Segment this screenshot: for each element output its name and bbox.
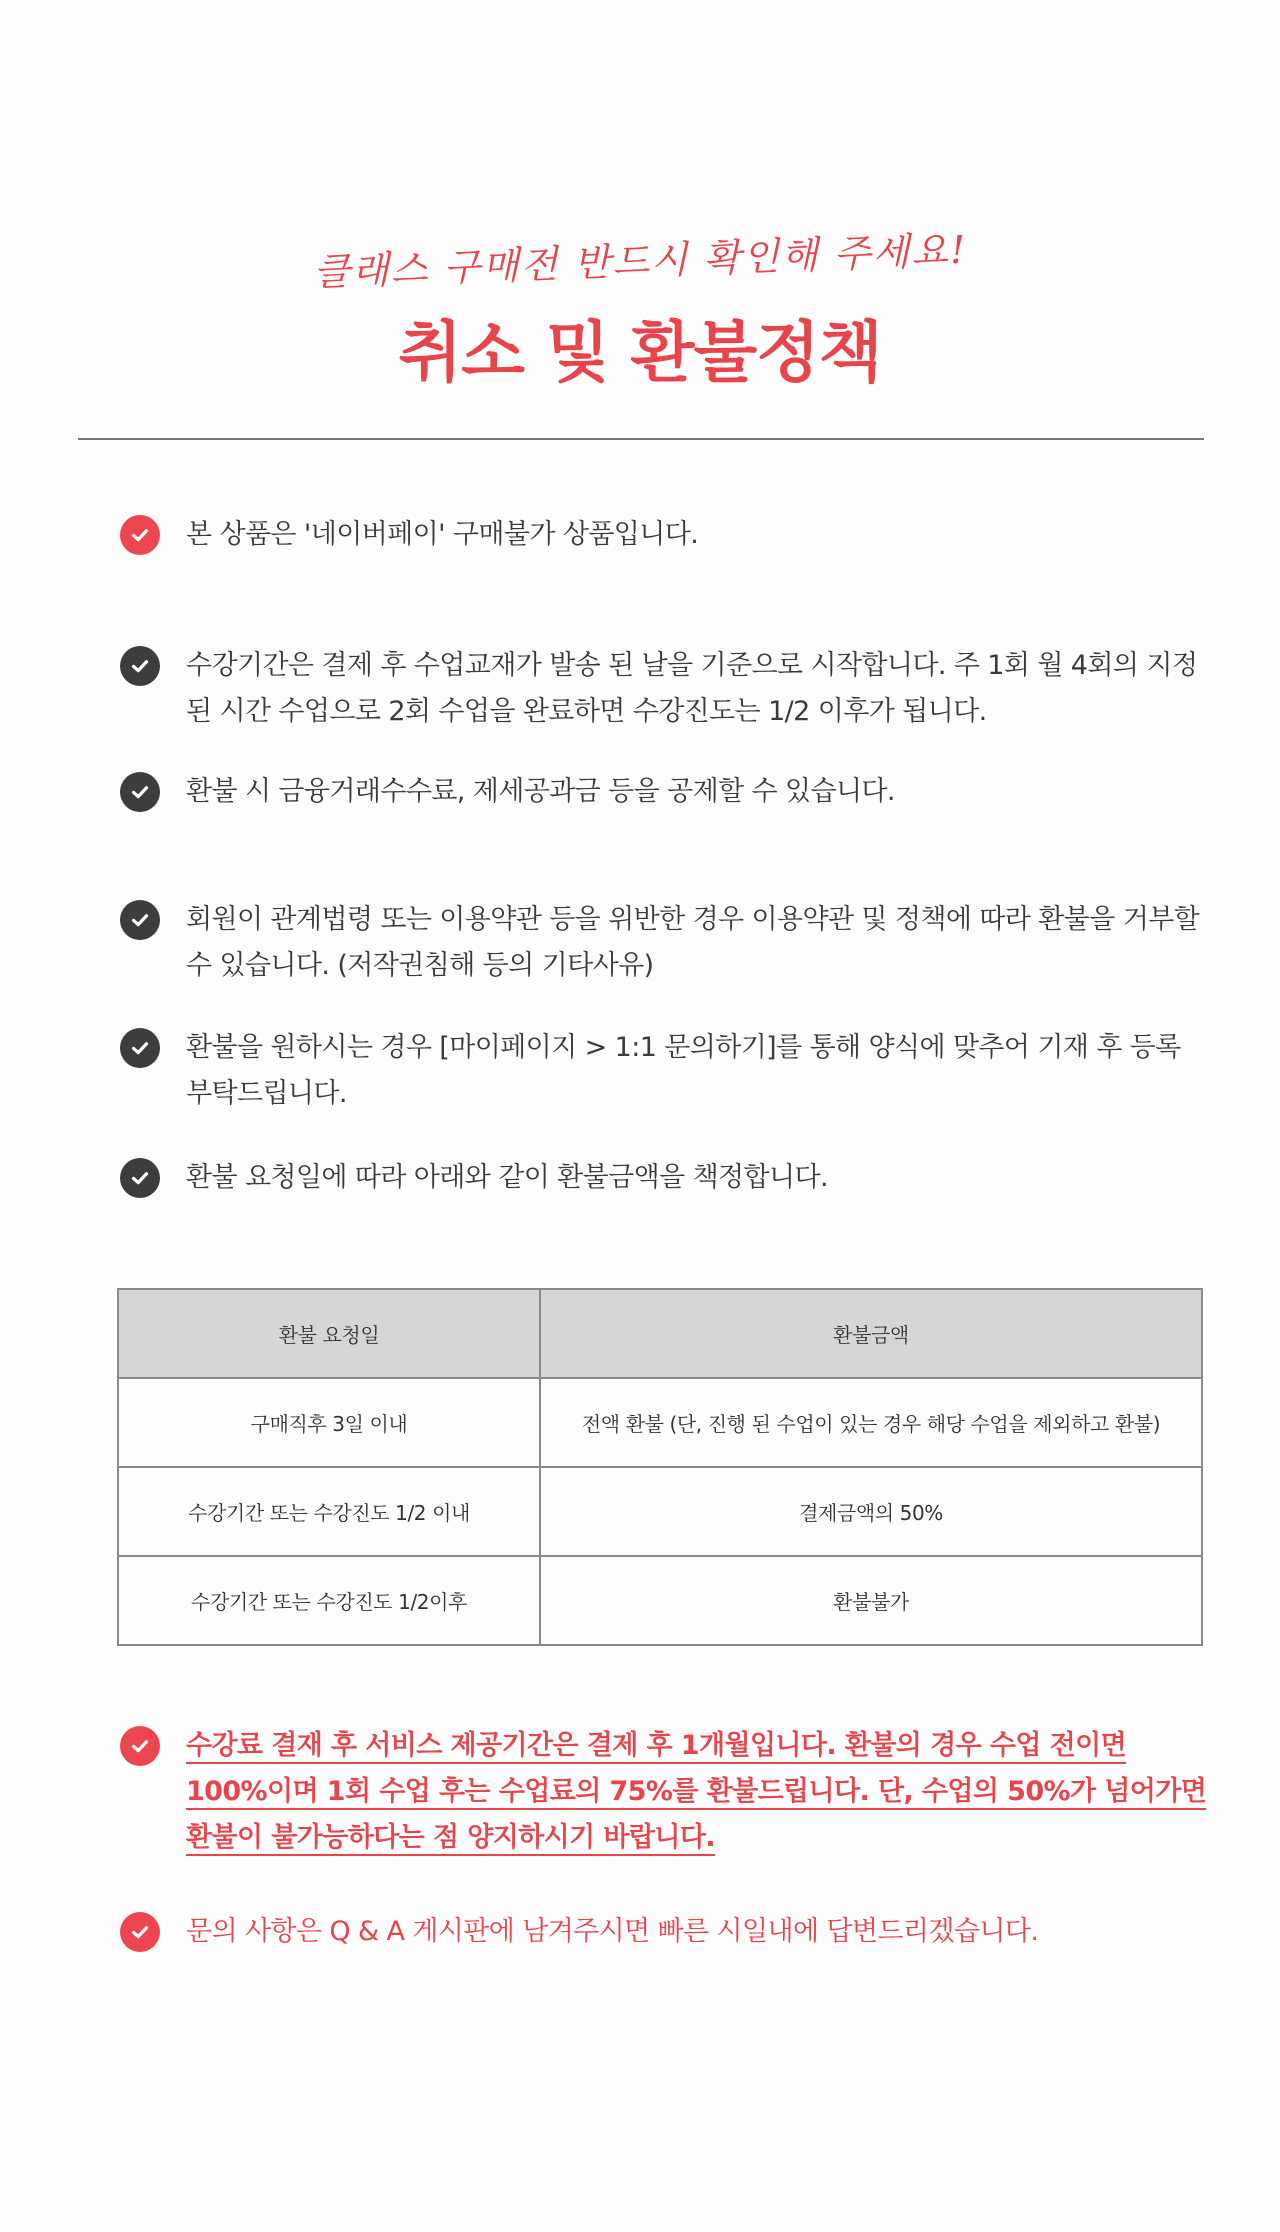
policy-item	[120, 772, 1210, 815]
table-header-cell: 환불금액	[540, 1289, 1202, 1378]
policy-item	[120, 1028, 1210, 1117]
dark-check-icon	[120, 646, 160, 686]
policy-item-text: 환불을 원하시는 경우 [마이페이지 > 1:1 문의하기]를 통해 양식에 맞추어 기재 후 등록 부탁드립니다.	[186, 1032, 1181, 1109]
table-row	[118, 1467, 1202, 1556]
table-cell: 전액 환불 (단, 진행 된 수업이 있는 경우 해당 수업을 제외하고 환불)	[540, 1378, 1202, 1467]
table-cell: 수강기간 또는 수강진도 1/2이후	[118, 1556, 540, 1645]
header	[0, 227, 1280, 394]
page-subtitle: 클래스 구매전 반드시 확인해 주세요!	[312, 227, 968, 295]
policy-item-text: 회원이 관계법령 또는 이용약관 등을 위반한 경우 이용약관 및 정책에 따라 환불을 거부할 수 있습니다. (저작권침해 등의 기타사유)	[186, 904, 1200, 981]
red-check-icon	[120, 1726, 160, 1766]
notice-item	[120, 1912, 1210, 1955]
dark-check-icon	[120, 1158, 160, 1198]
table-header-cell: 환불 요청일	[118, 1289, 540, 1378]
notice-text: 문의 사항은 Q & A 게시판에 남겨주시면 빠른 시일내에 답변드리겠습니다.	[186, 1916, 1039, 1947]
policy-item	[120, 900, 1210, 989]
page-title: 취소 및 환불정책	[398, 314, 882, 391]
dark-check-icon	[120, 772, 160, 812]
red-check-icon	[120, 1912, 160, 1952]
table-cell: 환불불가	[540, 1556, 1202, 1645]
policy-item-text: 환불 시 금융거래수수료, 제세공과금 등을 공제할 수 있습니다.	[186, 776, 895, 807]
notice-item	[120, 1726, 1210, 1861]
policy-item-text: 환불 요청일에 따라 아래와 같이 환불금액을 책정합니다.	[186, 1162, 828, 1193]
red-check-icon	[120, 515, 160, 555]
table-row	[118, 1378, 1202, 1467]
table-cell: 결제금액의 50%	[540, 1467, 1202, 1556]
policy-item	[120, 646, 1210, 735]
table-row	[118, 1556, 1202, 1645]
divider	[78, 438, 1204, 440]
policy-item	[120, 515, 1210, 558]
policy-item-text: 본 상품은 '네이버페이' 구매불가 상품입니다.	[186, 519, 699, 550]
notice-text: 수강료 결재 후 서비스 제공기간은 결제 후 1개월입니다. 환불의 경우 수업 전이면 100%이며 1회 수업 후는 수업료의 75%를 환불드립니다. 단, 수업의 50%가 넘어가면 환불이 불가능하다는 점 양지하시기 바랍니다.	[186, 1730, 1207, 1853]
policy-item-text: 수강기간은 결제 후 수업교재가 발송 된 날을 기준으로 시작합니다. 주 1회 월 4회의 지정 된 시간 수업으로 2회 수업을 완료하면 수강진도는 1/2 이후가 됩니다.	[186, 650, 1198, 727]
refund-table	[117, 1288, 1203, 1646]
policy-item	[120, 1158, 1210, 1201]
table-header-row	[118, 1289, 1202, 1378]
dark-check-icon	[120, 900, 160, 940]
table-cell: 수강기간 또는 수강진도 1/2 이내	[118, 1467, 540, 1556]
dark-check-icon	[120, 1028, 160, 1068]
table-cell: 구매직후 3일 이내	[118, 1378, 540, 1467]
